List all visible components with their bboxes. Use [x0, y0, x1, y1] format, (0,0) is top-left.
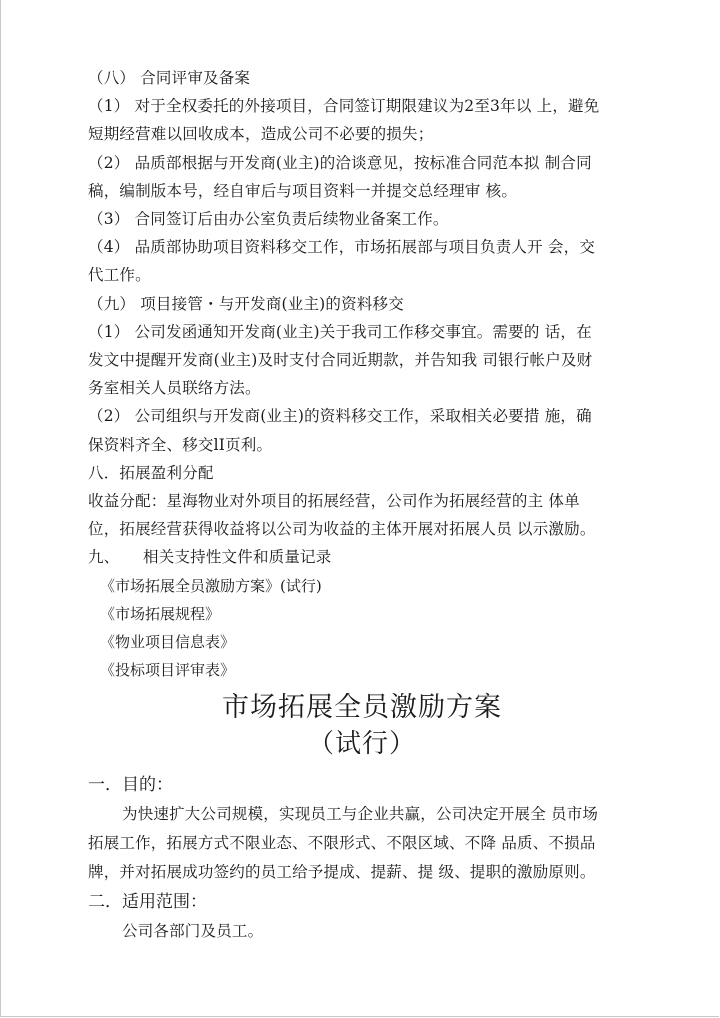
- paragraph-line: 稿，编制版本号，经自审后与项目资料一并提交总经理审 核。: [88, 181, 518, 200]
- purpose-heading: 一．目的：: [88, 775, 173, 796]
- document-subtitle: （试行）: [307, 729, 416, 760]
- paragraph-line: （1） 对于全权委托的外接项目，合同签订期限建议为2至3年以 上，避免: [88, 97, 600, 116]
- paragraph-line: 位，拓展经营获得收益将以公司为收益的主体开展对拓展人员 以示激励。: [88, 520, 596, 539]
- paragraph-line: 短期经营难以回收成本，造成公司不必要的损失；: [88, 125, 434, 144]
- part-8-heading: 八．拓展盈利分配: [88, 463, 214, 482]
- reference-item: 《投标项目评审表》: [100, 661, 236, 680]
- paragraph-line: 务室相关人员联络方法。: [88, 379, 261, 398]
- paragraph-line: 保资料齐全、移交lI页利。: [88, 435, 273, 454]
- reference-item: 《市场拓展规程》: [100, 604, 221, 623]
- paragraph-line: （2） 品质部根据与开发商(业主)的洽谈意见，按标准合同范本拟 制合同: [88, 153, 592, 172]
- paragraph-line: （4） 品质部协助项目资料移交工作，市场拓展部与项目负责人开 会，交: [88, 238, 596, 257]
- paragraph-line: 收益分配：星海物业对外项目的拓展经营，公司作为拓展经营的主 体单: [88, 492, 580, 511]
- paragraph-line: 代工作。: [88, 266, 151, 285]
- paragraph-line: 拓展工作，拓展方式不限业态、不限形式、不限区域、不降 品质、不损品: [88, 834, 596, 853]
- paragraph-line: 为快速扩大公司规模，实现员工与企业共赢，公司决定开展全 员市场: [122, 805, 599, 824]
- paragraph-line: 公司各部门及员工。: [122, 921, 264, 940]
- part-9-heading: 九、 相关支持性文件和质量记录: [88, 548, 332, 567]
- paragraph-line: （1） 公司发函通知开发商(业主)关于我司工作移交事宜。需要的 话，在: [88, 322, 592, 341]
- section-8-heading: （八） 合同评审及备案: [88, 69, 251, 87]
- reference-item: 《市场拓展全员激励方案》(试行): [100, 576, 322, 595]
- scope-heading: 二．适用范围：: [88, 891, 207, 912]
- document-body: [88, 64, 636, 946]
- reference-item: 《物业项目信息表》: [100, 633, 236, 652]
- paragraph-line: （3） 合同签订后由办公室负责后续物业备案工作。: [88, 210, 449, 229]
- paragraph-line: 发文中提醒开发商(业主)及时支付合同近期款，并告知我 司银行帐户及财: [88, 351, 593, 370]
- section-9-heading: （九） 项目接管・与开发商(业主)的资料移交: [88, 294, 404, 313]
- paragraph-line: （2） 公司组织与开发商(业主)的资料移交工作，采取相关必要措 施，确: [88, 407, 592, 426]
- paragraph-line: 牌，并对拓展成功签约的员工给予提成、提薪、提 级、提职的激励原则。: [88, 863, 596, 882]
- document-title: 市场拓展全员激励方案: [222, 692, 502, 724]
